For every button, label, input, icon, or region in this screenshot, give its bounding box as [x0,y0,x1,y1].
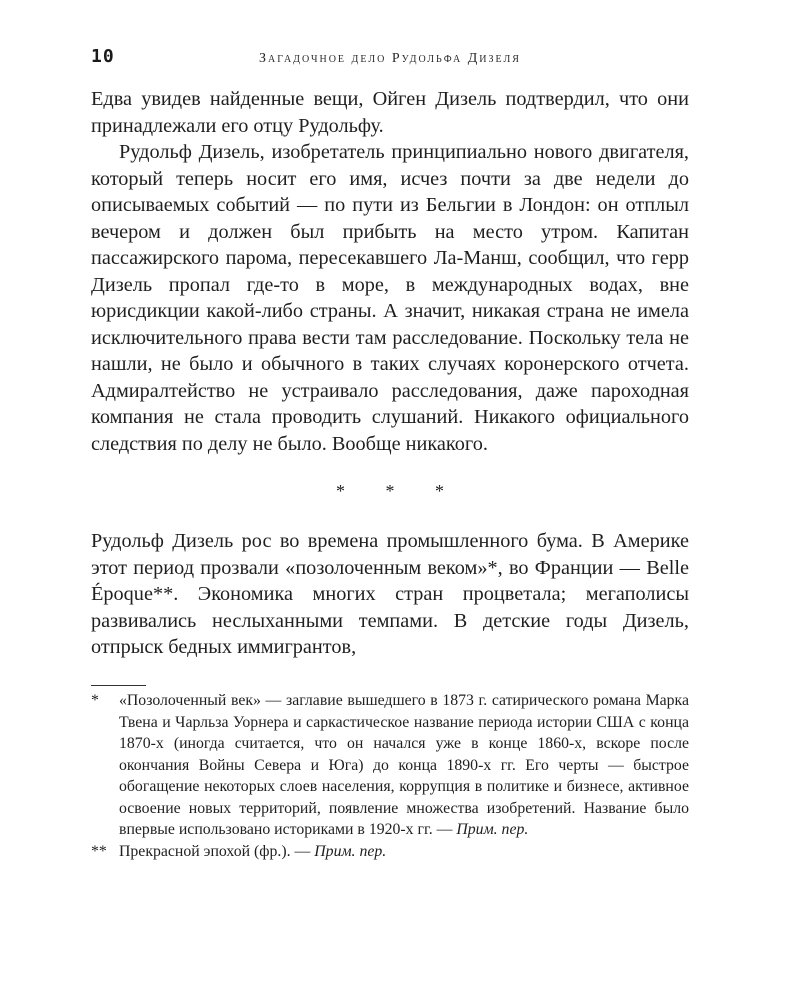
paragraph-3: Рудольф Дизель рос во времена промышленного бума. В Америке этот период прозвали «позолоченным веком»*, во Франции — Belle Époque**. Экономика многих стран процветала; мегаполисы развивались неслыханными темпами. В детские годы Дизель, отпрыск бедных иммигрантов, [91,530,689,658]
footnote-2 [91,841,689,863]
paragraph-2: Рудольф Дизель, изобретатель принципиально нового двигателя, который теперь носит его имя, исчез почти за две недели до описываемых событий — по пути из Бельгии в Лондон: он отплыл вечером и должен был прибыть на место утром. Капитан пассажирского парома, пересекавшего Ла-Манш, сообщил, что герр Дизель пропал где-то в море, в международных водах, вне юрисдикции какой-либо страны. А значит, никакая страна не имела исключительного права вести там расследование. Поскольку тела не нашли, не было и обычного в таких случаях коронерского отчета. Адмиралтейство не устраивало расследования, даже пароходная компания не стала проводить слушаний. Никакого официального следствия по делу не было. Вообще никакого. [91,141,689,455]
footnote-body [119,690,689,841]
footnote-1 [91,690,689,841]
footnote-text: Прекрасной эпохой (фр.). — [119,842,311,860]
translator-note: Прим. пер. [456,821,529,838]
footnote-marker: ** [91,842,107,860]
paragraph-1: Едва увидев найденные вещи, Ойген Дизель подтвердил, что они принадлежали его отцу Рудольфу. [91,88,689,137]
body-text [91,86,689,661]
running-title: Загадочное дело Рудольфа Дизеля [259,51,521,66]
footnote-divider [91,685,146,686]
page-number: 10 [91,46,115,67]
footnote-body [119,841,689,863]
footnote-text: «Позолоченный век» — заглавие вышедшего в 1873 г. сатирического романа Марка Твена и Чарльза Уорнера и саркастическое название периода истории США с конца 1870-х (иногда считается, что он начался уже в конце 1860-х, вскоре после окончания Войны Севера и Юга) до конца 1890-х гг. Его черты — быстрое обогащение некоторых слоев населения, коррупция в политике и бизнесе, активное освоение новых территорий, появление множества изобретений. Название было впервые использовано историками в 1920-х гг. — [119,692,689,838]
footnotes [91,690,689,862]
scene-break: * * * [336,481,462,501]
translator-note: Прим. пер. [314,842,387,860]
footnote-marker: * [91,692,99,709]
page-header [91,46,689,70]
